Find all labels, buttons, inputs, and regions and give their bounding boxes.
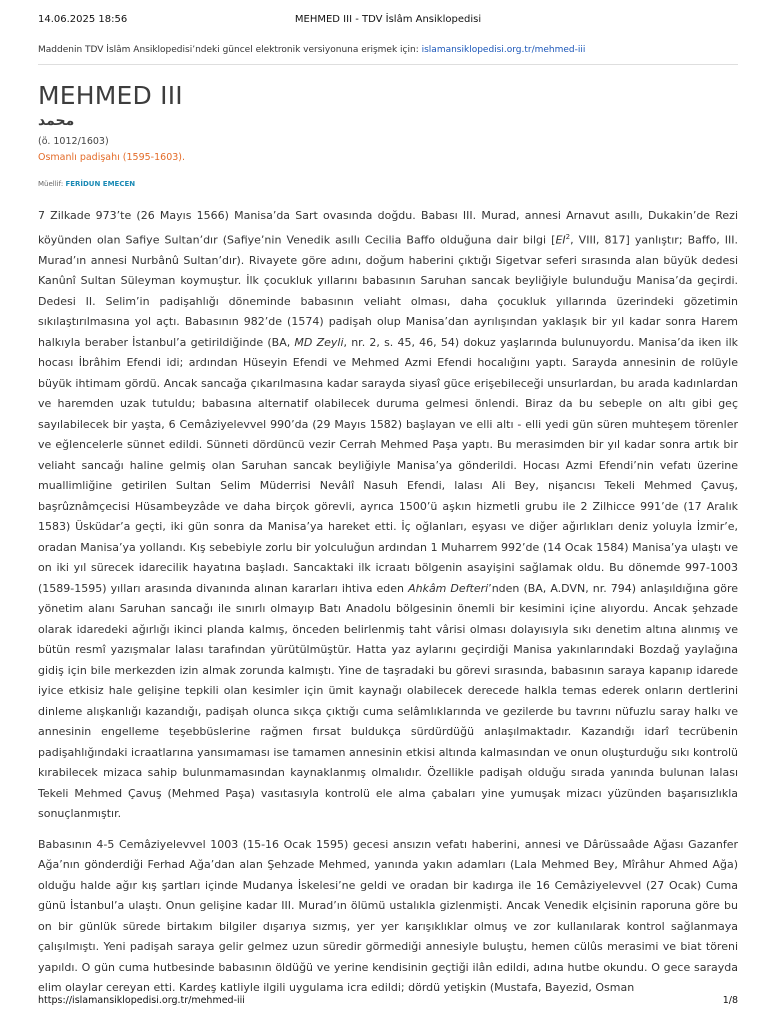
p1-part-a: 7 Zilkade 973’te (26 Mayıs 1566) Manisa’da Sart ovasında doğdu. Babası III. Murad, annesi Arnavut asıllı, Dukakin’de Rezi köyünden olan Safiye Sultan’dır (Safiye’nin Venedik asıllı Cecilia Baffo olduğuna dair bilgi [	[38, 209, 738, 247]
notice-text: Maddenin TDV İslâm Ansiklopedisi’ndeki güncel elektronik versiyonuna erişmek için:	[38, 45, 419, 55]
ahkam-defteri-source: Ahkâm Defteri	[408, 581, 489, 595]
header-divider	[38, 64, 738, 65]
print-header	[38, 14, 738, 28]
online-version-link[interactable]: islamansiklopedisi.org.tr/mehmed-iii	[421, 45, 586, 55]
body-paragraph-2: Babasının 4-5 Cemâziyelevvel 1003 (15-16 Ocak 1595) gecesi ansızın vefatı haberini, annesi ve Dârüssaâde Ağası Gazanfer Ağa’nın gönderdiği Ferhad Ağa’dan alan Şehzade Mehmed, yanında yakın adamları (Lala Mehmed Bey, Mîrâhur Ahmed Ağa) olduğu halde ağır kış şartları içinde Mudanya İskelesi’ne geldi ve oradan bir kadırga ile 16 Cemâziyelevvel (27 Ocak) Cuma günü İstanbul’a ulaştı. Onun gelişine kadar III. Murad’ın ölümü ustalıkla gizlenmişti. Ancak Venedik elçisinin raporuna göre bu on bir günlük sürede birtakım bilgiler dışarıya sızmış, yer yer karışıklıklar olmuş ve zor kullanılarak kontrol sağlanmaya çalışılmıştı. Yeni padişah saraya gelir gelmez uzun süredir görmediği annesiyle buluştu, hemen cülûs merasimi ve biat töreni yapıldı. O gün cuma hutbesinde babasının öldüğü ve yerine kendisinin geçtiği ilân edildi, adına hutbe okundu. O gece sarayda elim olaylar cereyan etti. Kardeş katliyle ilgili uygulama icra edildi; dördü yetişkin (Mustafa, Bayezid, Osman	[38, 837, 738, 995]
ei-edition: 2	[565, 232, 571, 241]
p1-part-b: , VIII, 817] yanlıştır; Baffo, III. Murad’ın annesi Nurbânû Sultan’dır). Rivayete göre adını, doğum haberini çıktığı Sigetvar seferi sırasında alan büyük dedesi Kanûnî Sultan Süleyman koymuştur. İlk çocukluk yıllarını babasının Saruhan sancak beyliğiyle bulunduğu Manisa’da geçirdi. Dedesi II. Selim’in padişahlığı döneminde babasının veliaht olması, daha çocukluk yıllarında üzerindeki gözetimin sıkılaştırılmasına yol açtı. Babasının 982’de (1574) padişah olup Manisa’dan ayrılışından yaklaşık bir yıl kadar sonra Harem halkıyla beraber İstanbul’a getirildiğinde (BA,	[38, 233, 739, 349]
author-line	[38, 179, 738, 189]
print-footer-url: https://islamansiklopedisi.org.tr/mehmed-iii	[38, 995, 245, 1006]
author-label: Müellif:	[38, 180, 64, 188]
p1-part-d: ’nden (BA, A.DVN, nr. 794) anlaşıldığına göre yönetim alanı Saruhan sancağı ile sınırlı olmayıp Batı Anadolu bölgesinin önemli bir kesimini içine alıyordu. Ancak şehzade olarak idaredeki ağırlığı ikinci planda kalmış, önceden belirlenmiş taht vârisi olması dolayısıyla sıkı denetim altına alınmış ve bütün resmî yazışmalar lalası tarafından yürütülmüştür. Hatta yaz aylarını geçirdiği Manisa yakınlarındaki Bozdağ yaylağına gidiş için bile merkezden izin almak zorunda kalmıştı. Yine de taşradaki bu görevi sırasında, babasının saraya kapanıp idarede iyice etkisiz hale gelişine tepkili olan kesimler için ümit kaynağı olabilecek derecede halkla temas ederek onların dertlerini dinleme alışkanlığı kazandığı, padişah olunca sıkça çıktığı cuma selâmlıklarında ve gezilerde bu tavrını nüfuzlu saray halkı ve annesinin engelleme teşebbüslerine rağmen fırsat buldukça sürdürdüğü anlaşılmaktadır. Kazandığı idarî tecrübenin padişahlığındaki icraatlarına yansımaması ise tamamen annesinin etkisi altında kalmasından ve onun oluşturduğu sıkı kontrolü kırabilecek mizaca sahip bulunmamasından kaynaklanmış olmalıdır. Özellikle padişah olduğu sırada yanında bulunan lalası Tekeli Mehmed Çavuş (Mehmed Paşa) vasıtasıyla kontrolü ele alma çabaları yine yumuşak mizacı yüzünden başarısızlıkla sonuçlanmıştır.	[38, 581, 739, 821]
print-page-title: MEHMED III - TDV İslâm Ansiklopedisi	[294, 14, 482, 25]
online-version-notice	[38, 45, 738, 55]
print-footer	[38, 995, 738, 1009]
ei-abbrev: EI	[555, 233, 566, 247]
article-header	[38, 80, 738, 189]
print-datetime: 14.06.2025 18:56	[38, 14, 128, 25]
page-number: 1/8	[722, 995, 738, 1006]
md-zeyli-source: MD Zeyli	[294, 335, 344, 349]
death-date: (ö. 1012/1603)	[38, 136, 109, 147]
article-body	[38, 206, 738, 1009]
author-name-link[interactable]: FERİDUN EMECEN	[65, 180, 136, 188]
article-description: Osmanlı padişahı (1595-1603).	[38, 152, 186, 163]
body-paragraph-1	[38, 206, 738, 825]
article-title: MEHMED III	[38, 81, 183, 110]
arabic-title: محمد	[38, 113, 75, 129]
p1-part-c: , nr. 2, s. 45, 46, 54) dokuz yaşlarında bulunuyordu. Manisa’da iken ilk hocası İbrâhim Efendi idi; ardından Hüseyin Efendi ve Mehmed Azmi Efendi hocalığını yaptı. Sarayda annesinin de rolüyle büyük ihtimam gördü. Ancak sancağa çıkarılmasına kadar sarayda siyasî güce erişebileceği unsurlardan, bu arada kadınlardan ve haremden uzak tutuldu; babasına alternatif olabilecek duruma gelmesi önlendi. Biraz da bu sebeple on altı gibi geç sayılabilecek bir yaşta, 6 Cemâziyelevvel 990’da (29 Mayıs 1582) başlayan ve elli altı - elli yedi gün süren muhteşem törenler ve eğlencelerle sünnet edildi. Sünneti dördüncü vezir Cerrah Mehmed Paşa yaptı. Bu merasimden bir yıl kadar sonra artık bir veliaht sancağı haline gelmiş olan Saruhan sancak beyliğiyle Manisa’ya gönderildi. Hocası Azmi Efendi’nin vefatı üzerine muallimliğine getirilen Sultan Selim Müderrisi Nevâlî Nasuh Efendi, lalası Ali Bey, nişancısı Tekeli Mehmed Çavuş, başrûznâmçecisi Hüsambeyzâde ve daha birçok görevli, ayrıca 1500’ü aşkın hizmetli grubu ile 2 Zilhicce 991’de (17 Aralık 1583) Üsküdar’a geçti, iki gün sonra da Manisa’ya hareket etti. İç oğlanları, eşyası ve diğer ağırlıkları deniz yoluyla İzmir’e, oradan Manisa’ya yollandı. Kış sebebiyle zorlu bir yolculuğun ardından 1 Muharrem 992’de (14 Ocak 1584) Manisa’ya ulaştı ve on iki yıl sürecek idarecilik hayatına başladı. Sancaktaki ilk icraatı bölgenin asayişini sağlamak oldu. Bu dönemde 997-1003 (1589-1595) yılları arasında divanında alınan kararları ihtiva eden	[38, 335, 738, 595]
